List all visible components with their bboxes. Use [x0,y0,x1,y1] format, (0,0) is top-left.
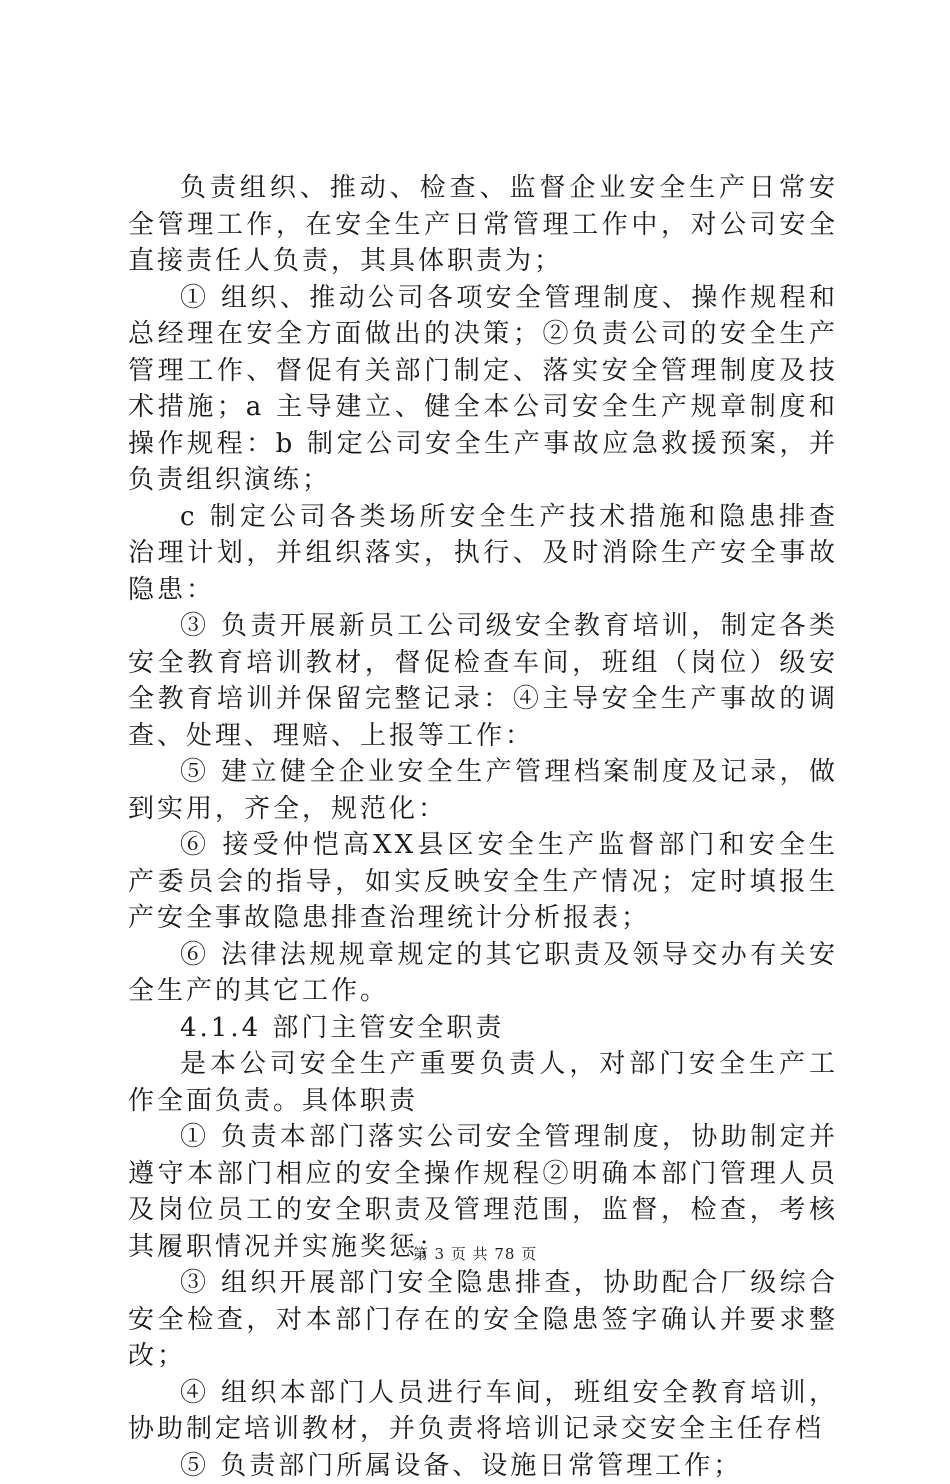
paragraph: ⑥ 法律法规规章规定的其它职责及领导交办有关安全生产的其它工作。 [128,937,838,1010]
paragraph: ⑤ 负责部门所属设备、设施日常管理工作； [128,1448,838,1484]
paragraph: ③ 负责开展新员工公司级安全教育培训，制定各类安全教育培训教材，督促检查车间，班组（岗位）级安全教育培训并保留完整记录：④主导安全生产事故的调查、处理、理赔、上报等工作： [128,608,838,754]
section-heading: 4.1.4 部门主管安全职责 [128,1010,838,1047]
paragraph: ⑥ 接受仲恺高XX县区安全生产监督部门和安全生产委员会的指导，如实反映安全生产情况；定时填报生产安全事故隐患排查治理统计分析报表； [128,827,838,937]
paragraph: ③ 组织开展部门安全隐患排查，协助配合厂级综合安全检查，对本部门存在的安全隐患签字确认并要求整改； [128,1265,838,1375]
paragraph: ⑤ 建立健全企业安全生产管理档案制度及记录，做到实用，齐全，规范化： [128,754,838,827]
paragraph: ① 负责本部门落实公司安全管理制度，协助制定并遵守本部门相应的安全操作规程②明确本部门管理人员及岗位员工的安全职责及管理范围，监督，检查，考核其履职情况并实施奖惩； [128,1119,838,1265]
page-number-footer: 第 3 页 共 78 页 [0,1243,950,1264]
paragraph: 是本公司安全生产重要负责人，对部门安全生产工作全面负责。具体职责 [128,1046,838,1119]
paragraph: c 制定公司各类场所安全生产技术措施和隐患排查治理计划，并组织落实，执行、及时消除生产安全事故隐患： [128,499,838,609]
paragraph: ④ 组织本部门人员进行车间，班组安全教育培训，协助制定培训教材，并负责将培训记录交安全主任存档 [128,1375,838,1448]
paragraph: ① 组织、推动公司各项安全管理制度、操作规程和总经理在安全方面做出的决策；②负责公司的安全生产管理工作、督促有关部门制定、落实安全管理制度及技术措施；a 主导建立、健全本公司安全生产规章制度和操作规程：b 制定公司安全生产事故应急救援预案，并负责组织演练； [128,280,838,499]
body-text [128,170,838,1484]
paragraph: 负责组织、推动、检查、监督企业安全生产日常安全管理工作，在安全生产日常管理工作中，对公司安全直接责任人负责，其具体职责为； [128,170,838,280]
